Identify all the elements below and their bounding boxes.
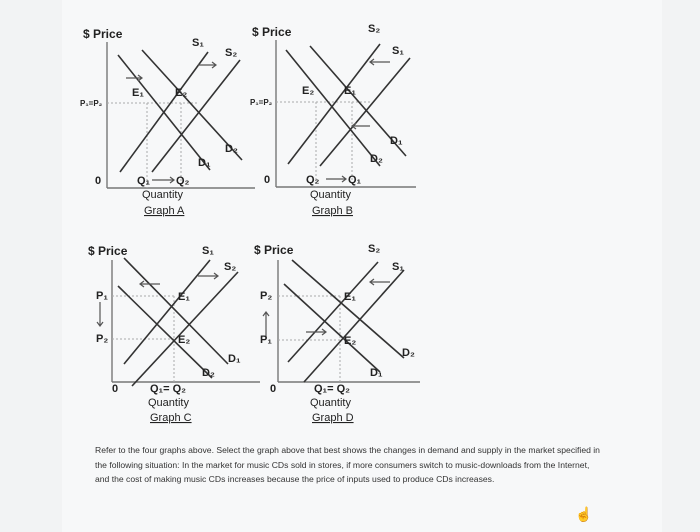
- graph-c-axis-title: $ Price: [88, 244, 128, 258]
- graph-d-caption: Graph D: [312, 412, 354, 424]
- graph-a-d2-label: D₂: [225, 143, 238, 155]
- graph-d-p1-label: P₁: [260, 334, 272, 346]
- graph-b-d2-label: D₂: [370, 153, 383, 165]
- graph-b-demand-shift-arrow: [352, 123, 370, 129]
- graph-b-axis-title: $ Price: [252, 25, 292, 39]
- graph-a-axis-title: $ Price: [83, 27, 123, 41]
- graph-c-d1-label: D₁: [228, 353, 241, 365]
- graph-d: [248, 232, 428, 432]
- graph-a-s1-label: S₁: [192, 37, 204, 49]
- graph-d-supply-2: [288, 262, 378, 362]
- graph-b-quantity-shift-arrow: [326, 176, 346, 182]
- graph-a-e1-label: E₁: [132, 87, 144, 99]
- graph-d-e1-label: E₁: [344, 291, 356, 303]
- graph-a-price-label: P₁=P₂: [80, 99, 103, 108]
- graph-b-e1-label: E₁: [344, 85, 356, 97]
- graph-c-demand-shift-arrow: [140, 281, 160, 287]
- graph-d-d2-label: D₂: [402, 347, 415, 359]
- graph-c-e2-label: E₂: [178, 334, 191, 346]
- graph-a-x-title: Quantity: [142, 189, 183, 201]
- graph-a-caption: Graph A: [144, 205, 185, 217]
- question-text: Refer to the four graphs above. Select the graph above that best shows the changes in demand and supply in the market specified in the following situation: In the market for music CDs sold in stores, if more consumers switch to music-downloads from the Internet, and the cost of making music CDs increases because the price of inputs used to produce CDs increases.: [95, 445, 600, 484]
- graph-c: [88, 236, 268, 436]
- graph-d-origin: 0: [270, 383, 277, 395]
- graph-b: [240, 14, 420, 224]
- graph-a-e2-label: E₂: [175, 87, 188, 99]
- graph-a-q2-label: Q₂: [176, 175, 190, 187]
- graph-c-origin: 0: [112, 383, 119, 395]
- graph-d-supply-1: [304, 270, 404, 382]
- graph-c-s2-label: S₂: [224, 261, 237, 273]
- graph-b-supply-1: [320, 58, 410, 166]
- graph-c-p2-label: P₂: [96, 333, 109, 345]
- graph-a: [80, 20, 260, 230]
- graph-d-supply-shift-arrow: [370, 279, 390, 285]
- graph-b-q2-label: Q₂: [306, 174, 320, 186]
- graph-b-s1-label: S₁: [392, 45, 404, 57]
- graph-c-price-shift-arrow: [97, 302, 103, 326]
- graph-b-supply-shift-arrow: [370, 59, 390, 65]
- graph-b-price-label: P₁=P₂: [250, 98, 273, 107]
- graph-a-s2-label: S₂: [225, 47, 238, 59]
- graph-a-d1-label: D₁: [198, 157, 211, 169]
- graph-c-q-label: Q₁= Q₂: [150, 383, 187, 395]
- graph-b-q1-label: Q₁: [348, 174, 362, 186]
- graph-c-d2-label: D₂: [202, 367, 215, 379]
- graph-d-demand-1: [284, 284, 380, 372]
- graph-b-origin: 0: [264, 174, 271, 186]
- graph-a-q1-label: Q₁: [137, 175, 151, 187]
- graph-b-x-title: Quantity: [310, 189, 351, 201]
- hand-cursor-icon: ☝: [575, 506, 593, 522]
- graph-b-s2-label: S₂: [368, 23, 381, 35]
- graph-d-x-title: Quantity: [310, 397, 351, 409]
- graph-c-supply-shift-arrow: [198, 273, 218, 279]
- graph-d-q-label: Q₁= Q₂: [314, 383, 351, 395]
- graph-c-demand-1: [124, 258, 228, 364]
- graph-a-demand-1: [118, 55, 210, 170]
- graph-d-s2-label: S₂: [368, 243, 381, 255]
- graph-d-axis-title: $ Price: [254, 243, 294, 257]
- graph-d-e2-label: E₂: [344, 335, 357, 347]
- graph-c-e1-label: E₁: [178, 291, 190, 303]
- graph-b-e2-label: E₂: [302, 85, 315, 97]
- graph-a-supply-2: [152, 60, 240, 172]
- graph-c-p1-label: P₁: [96, 290, 108, 302]
- graph-b-supply-2: [288, 44, 380, 164]
- graph-c-caption: Graph C: [150, 412, 192, 424]
- graph-c-s1-label: S₁: [202, 245, 214, 257]
- graph-d-s1-label: S₁: [392, 261, 404, 273]
- graph-b-d1-label: D₁: [390, 135, 403, 147]
- graph-a-origin: 0: [95, 175, 102, 187]
- graph-c-x-title: Quantity: [148, 397, 189, 409]
- graph-d-d1-label: D₁: [370, 367, 383, 379]
- graph-d-p2-label: P₂: [260, 290, 273, 302]
- graph-b-caption: Graph B: [312, 205, 353, 217]
- graph-a-quantity-shift-arrow: [152, 177, 174, 183]
